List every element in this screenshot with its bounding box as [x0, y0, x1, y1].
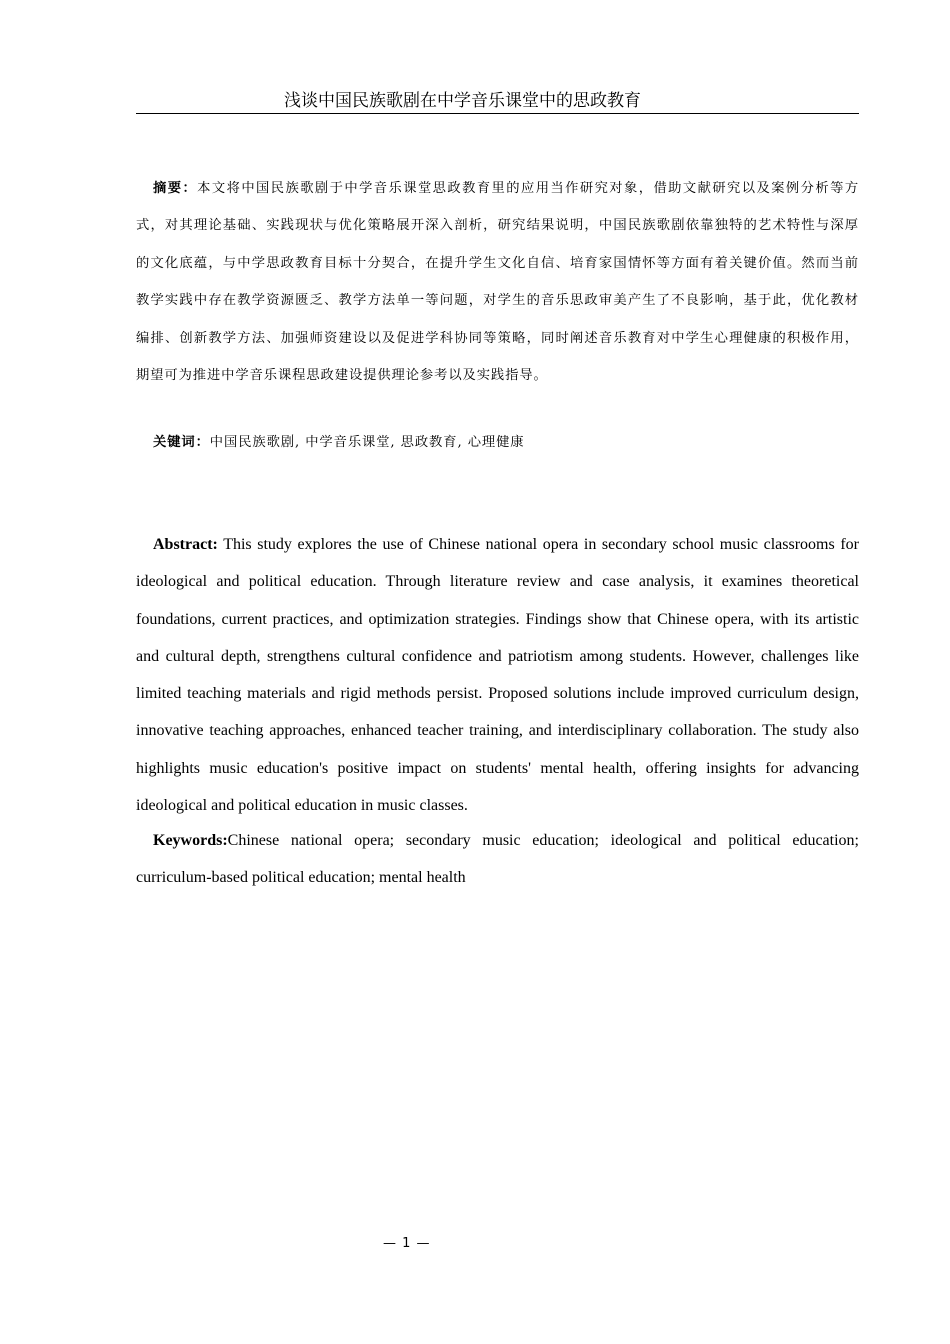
chinese-keywords-label: 关键词：: [153, 435, 210, 450]
header-title: 浅谈中国民族歌剧在中学音乐课堂中的思政教育: [284, 91, 641, 111]
page-number: — 1 —: [383, 1236, 431, 1251]
english-keywords-label: Keywords:: [153, 832, 228, 849]
english-abstract-label: Abstract:: [153, 536, 218, 553]
english-keywords: [136, 822, 859, 897]
english-keywords-text: Chinese national opera; secondary music education; ideological and political education; curriculum-based political education; mental health: [136, 832, 859, 887]
chinese-keywords: [136, 427, 859, 459]
chinese-keywords-text: 中国民族歌剧, 中学音乐课堂, 思政教育, 心理健康: [209, 435, 525, 450]
document-page: [136, 0, 859, 1344]
chinese-abstract: [136, 170, 859, 394]
chinese-abstract-text: 本文将中国民族歌剧于中学音乐课堂思政教育里的应用当作研究对象，借助文献研究以及案例分析等方式，对其理论基础、实践现状与优化策略展开深入剖析，研究结果说明，中国民族歌剧依靠独特的艺术特性与深厚的文化底蕴，与中学思政教育目标十分契合，在提升学生文化自信、培育家国情怀等方面有着关键价值。然而当前教学实践中存在教学资源匮乏、教学方法单一等问题，对学生的音乐思政审美产生了不良影响，基于此，优化教材编排、创新教学方法、加强师资建设以及促进学科协同等策略，同时阐述音乐教育对中学生心理健康的积极作用，期望可为推进中学音乐课程思政建设提供理论参考以及实践指导。: [136, 181, 860, 384]
english-abstract-text: This study explores the use of Chinese national opera in secondary school music classrooms for ideological and political education. Through literature review and case analysis, it examines theoretical foundations, current practices, and optimization strategies. Findings show that Chinese opera, with its artistic and cultural depth, strengthens cultural confidence and patriotism among students. However, challenges like limited teaching materials and rigid methods persist. Proposed solutions include improved curriculum design, innovative teaching approaches, enhanced teacher training, and interdisciplinary collaboration. The study also highlights music education's positive impact on students' mental health, offering insights for advancing ideological and political education in music classes.: [136, 536, 859, 815]
running-header: [136, 90, 859, 114]
chinese-abstract-label: 摘要：: [153, 181, 198, 196]
english-abstract: [136, 526, 859, 824]
